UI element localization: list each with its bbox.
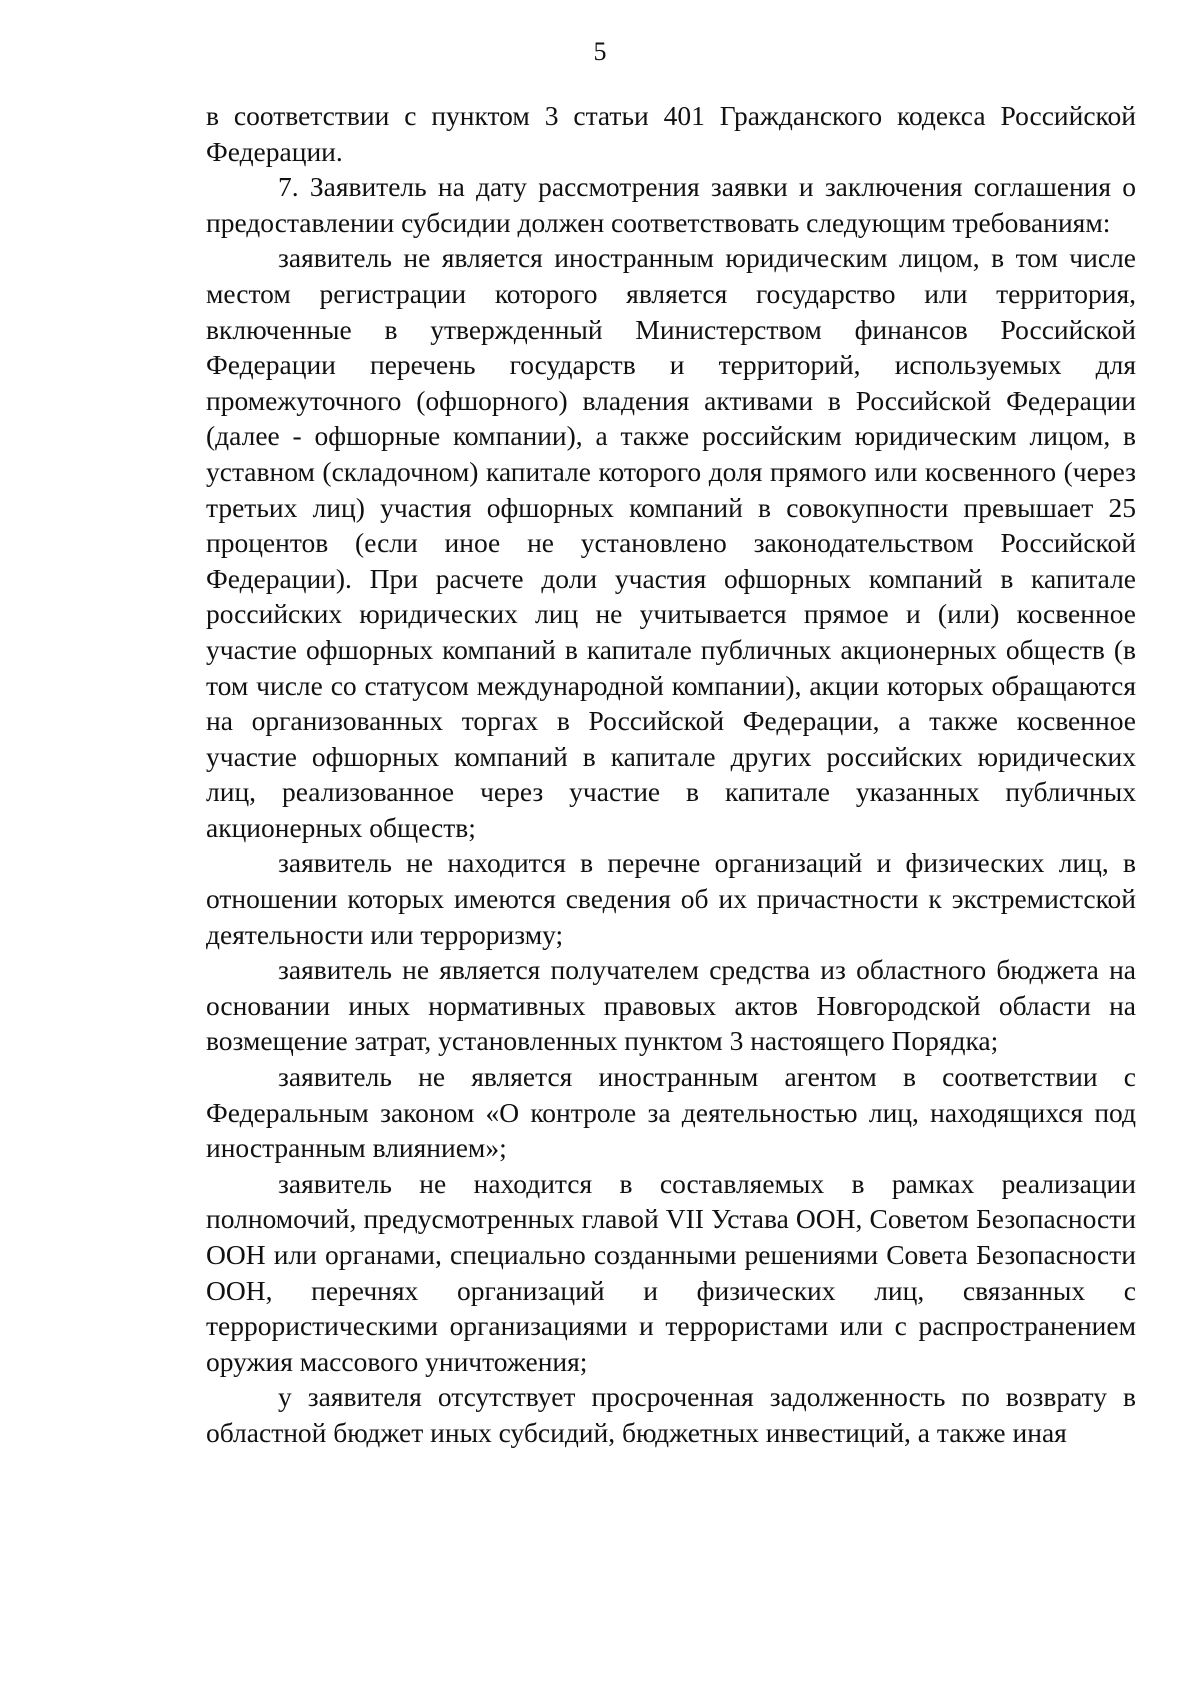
paragraph-requirement-debt: у заявителя отсутствует просроченная задолженность по возврату в областной бюджет иных субсидий, бюджетных инвестиций, а также иная	[206, 1381, 1136, 1448]
paragraph-continuation: в соответствии с пунктом 3 статьи 401 Гражданского кодекса Российской Федерации.	[206, 100, 1136, 167]
paragraph-item-7: 7. Заявитель на дату рассмотрения заявки и заключения соглашения о предоставлении субсидии должен соответствовать следующим требованиям:	[206, 171, 1136, 238]
document-body	[206, 98, 1136, 1451]
paragraph-requirement-un-lists: заявитель не находится в составляемых в рамках реализации полномочий, предусмотренных главой VII Устава ООН, Советом Безопасности ООН или органами, специально созданными решениями Совета Безопасности ООН, перечнях организаций и физических лиц, связанных с террористическими организациями и террористами или с распространением оружия массового уничтожения;	[206, 1167, 1136, 1377]
paragraph-requirement-budget: заявитель не является получателем средства из областного бюджета на основании иных нормативных правовых актов Новгородской области на возмещение затрат, установленных пунктом 3 настоящего Порядка;	[206, 954, 1136, 1057]
paragraph-requirement-extremism: заявитель не находится в перечне организаций и физических лиц, в отношении которых имеются сведения об их причастности к экстремистской деятельности или терроризму;	[206, 847, 1136, 950]
paragraph-requirement-offshore: заявитель не является иностранным юридическим лицом, в том числе местом регистрации которого является государство или территория, включенные в утвержденный Министерством финансов Российской Федерации перечень государств и территорий, используемых для промежуточного (офшорного) владения активами в Российской Федерации (далее - офшорные компании), а также российским юридическим лицом, в уставном (складочном) капитале которого доля прямого или косвенного (через третьих лиц) участия офшорных компаний в совокупности превышает 25 процентов (если иное не установлено законодательством Российской Федерации). При расчете доли участия офшорных компаний в капитале российских юридических лиц не учитывается прямое и (или) косвенное участие офшорных компаний в капитале публичных акционерных обществ (в том числе со статусом международной компании), акции которых обращаются на организованных торгах в Российской Федерации, а также косвенное участие офшорных компаний в капитале других российских юридических лиц, реализованное через участие в капитале указанных публичных акционерных обществ;	[206, 242, 1136, 843]
page-number: 5	[593, 37, 607, 66]
paragraph-requirement-foreign-agent: заявитель не является иностранным агентом в соответствии с Федеральным законом «О контроле за деятельностью лиц, находящихся под иностранным влиянием»;	[206, 1061, 1136, 1164]
